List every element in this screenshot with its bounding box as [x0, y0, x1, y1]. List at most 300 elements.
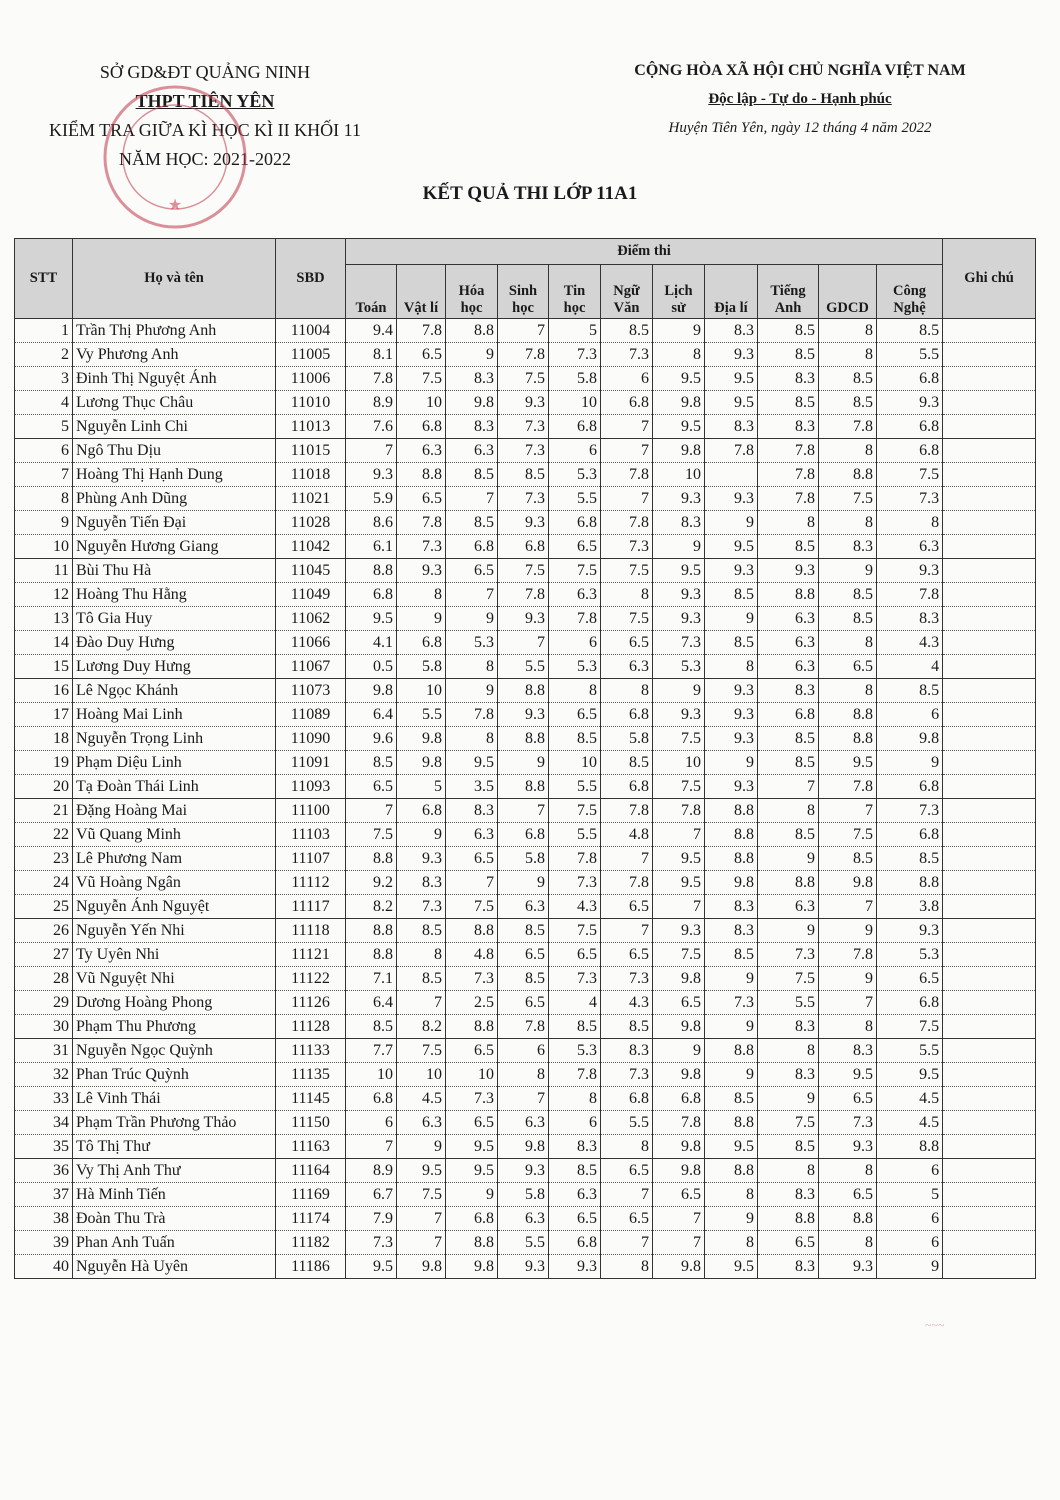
cell-score: 8.3 [446, 799, 498, 823]
cell-score: 6.5 [549, 1207, 601, 1231]
cell-sbd: 11145 [276, 1087, 346, 1111]
table-row [15, 631, 1036, 655]
cell-score: 9.3 [705, 727, 758, 751]
cell-score: 8.3 [705, 919, 758, 943]
table-row [15, 799, 1036, 823]
cell-score: 8.8 [446, 319, 498, 343]
cell-name: Lương Thục Châu [73, 391, 276, 415]
cell-score: 7.3 [705, 991, 758, 1015]
cell-score: 8.8 [877, 1135, 943, 1159]
cell-note [943, 1111, 1036, 1135]
cell-score: 6.7 [346, 1183, 397, 1207]
table-row [15, 943, 1036, 967]
cell-score: 8.5 [758, 751, 819, 775]
cell-score: 6.5 [758, 1231, 819, 1255]
document-title: KẾT QUẢ THI LỚP 11A1 [422, 183, 638, 204]
cell-sbd: 11090 [276, 727, 346, 751]
cell-stt: 2 [15, 343, 73, 367]
cell-score: 9.3 [877, 919, 943, 943]
cell-score: 6.8 [446, 535, 498, 559]
cell-score: 7 [601, 1183, 653, 1207]
cell-stt: 19 [15, 751, 73, 775]
header-subject-line: Ngữ [613, 283, 640, 299]
cell-score: 8 [877, 511, 943, 535]
cell-score: 9 [446, 1183, 498, 1207]
cell-score: 7.3 [498, 439, 549, 463]
cell-score: 9.3 [653, 703, 705, 727]
cell-score: 9.8 [653, 1159, 705, 1183]
cell-score: 8 [819, 1159, 877, 1183]
cell-stt: 13 [15, 607, 73, 631]
cell-score: 5.3 [549, 463, 601, 487]
cell-score: 9.8 [819, 871, 877, 895]
cell-score: 7.8 [819, 943, 877, 967]
cell-score: 7.8 [549, 1063, 601, 1087]
cell-sbd: 11182 [276, 1231, 346, 1255]
table-row [15, 1135, 1036, 1159]
cell-score: 7.5 [819, 487, 877, 511]
cell-score: 5.5 [549, 487, 601, 511]
cell-score: 10 [397, 679, 446, 703]
cell-score: 9.8 [653, 1255, 705, 1279]
cell-score: 7 [653, 823, 705, 847]
cell-score: 7.8 [705, 439, 758, 463]
cell-score: 7.8 [758, 439, 819, 463]
cell-name: Phạm Diệu Linh [73, 751, 276, 775]
table-row [15, 1039, 1036, 1063]
cell-score: 5.8 [601, 727, 653, 751]
cell-score: 7.3 [601, 343, 653, 367]
header-subject-line: sử [671, 300, 686, 316]
cell-score: 7.3 [346, 1231, 397, 1255]
department-name: SỞ GD&ĐT QUẢNG NINH [99, 62, 311, 82]
cell-note [943, 583, 1036, 607]
cell-score: 7.8 [549, 607, 601, 631]
cell-score: 9.5 [446, 751, 498, 775]
cell-sbd: 11004 [276, 319, 346, 343]
cell-score: 4.5 [877, 1087, 943, 1111]
cell-note [943, 871, 1036, 895]
cell-score: 8.2 [397, 1015, 446, 1039]
cell-score: 8.5 [819, 607, 877, 631]
cell-score: 8.8 [446, 1231, 498, 1255]
header-subject [758, 265, 819, 319]
cell-score: 9.8 [653, 967, 705, 991]
cell-score: 7 [758, 775, 819, 799]
cell-score: 8.1 [346, 343, 397, 367]
cell-score: 9.3 [498, 703, 549, 727]
cell-score: 4.3 [549, 895, 601, 919]
cell-score: 5.5 [877, 1039, 943, 1063]
cell-note [943, 511, 1036, 535]
cell-score: 7 [601, 487, 653, 511]
cell-score: 7.8 [819, 415, 877, 439]
cell-note [943, 1015, 1036, 1039]
cell-score: 7.5 [549, 799, 601, 823]
cell-name: Nguyễn Tiến Đại [73, 511, 276, 535]
cell-score: 9 [758, 919, 819, 943]
cell-sbd: 11133 [276, 1039, 346, 1063]
cell-score: 6 [877, 1231, 943, 1255]
school-year: NĂM HỌC: 2021-2022 [118, 149, 291, 169]
cell-score: 6.3 [498, 1207, 549, 1231]
cell-score: 8.6 [346, 511, 397, 535]
cell-score: 6.8 [877, 415, 943, 439]
cell-score: 8.8 [705, 847, 758, 871]
cell-score: 8.8 [346, 559, 397, 583]
cell-score: 7 [819, 895, 877, 919]
cell-score: 5.5 [549, 823, 601, 847]
cell-score: 7 [346, 439, 397, 463]
cell-score: 9 [705, 751, 758, 775]
header-subject [549, 265, 601, 319]
cell-score: 9.3 [705, 679, 758, 703]
table-row [15, 1015, 1036, 1039]
cell-score: 6.8 [397, 415, 446, 439]
cell-score: 8.5 [346, 1015, 397, 1039]
cell-score: 6.8 [653, 1087, 705, 1111]
cell-score: 6 [549, 1111, 601, 1135]
cell-note [943, 679, 1036, 703]
cell-note [943, 1087, 1036, 1111]
cell-sbd: 11066 [276, 631, 346, 655]
header-subject-line: Tin [563, 283, 586, 299]
cell-score: 6.5 [819, 1183, 877, 1207]
cell-sbd: 11045 [276, 559, 346, 583]
table-row [15, 919, 1036, 943]
cell-score: 7 [601, 415, 653, 439]
cell-score: 5.5 [758, 991, 819, 1015]
cell-stt: 21 [15, 799, 73, 823]
cell-sbd: 11103 [276, 823, 346, 847]
svg-text:★: ★ [167, 197, 183, 214]
cell-score: 8.3 [705, 895, 758, 919]
cell-name: Nguyễn Ngọc Quỳnh [73, 1039, 276, 1063]
cell-note [943, 1039, 1036, 1063]
cell-score: 6.8 [601, 703, 653, 727]
cell-name: Đinh Thị Nguyệt Ánh [73, 367, 276, 391]
cell-score: 7 [653, 1207, 705, 1231]
cell-score: 9.8 [705, 871, 758, 895]
header-subject-line: học [460, 300, 483, 316]
cell-score: 7.5 [601, 559, 653, 583]
header-subject-line: Toán [355, 300, 387, 316]
cell-score: 8.8 [446, 919, 498, 943]
cell-score: 9.3 [346, 463, 397, 487]
cell-score: 7.8 [758, 463, 819, 487]
header-subject [877, 265, 943, 319]
cell-score: 8.5 [819, 367, 877, 391]
cell-score: 8.9 [346, 1159, 397, 1183]
cell-stt: 31 [15, 1039, 73, 1063]
cell-score: 6.5 [446, 1111, 498, 1135]
cell-score: 8.8 [705, 1159, 758, 1183]
table-row [15, 391, 1036, 415]
cell-note [943, 607, 1036, 631]
cell-score: 9 [877, 1255, 943, 1279]
cell-score: 6.3 [758, 655, 819, 679]
cell-sbd: 11107 [276, 847, 346, 871]
cell-score: 7 [397, 1231, 446, 1255]
cell-score: 8 [601, 679, 653, 703]
cell-score: 7.5 [653, 775, 705, 799]
cell-name: Vy Thị Anh Thư [73, 1159, 276, 1183]
cell-score: 8 [819, 1015, 877, 1039]
cell-score: 7 [498, 319, 549, 343]
cell-score: 8 [819, 631, 877, 655]
cell-score: 9.3 [498, 1159, 549, 1183]
cell-score: 6.8 [498, 823, 549, 847]
cell-score: 6.3 [758, 607, 819, 631]
cell-score: 7.3 [446, 967, 498, 991]
cell-score: 6.5 [601, 895, 653, 919]
cell-score: 6.5 [549, 535, 601, 559]
cell-note [943, 1135, 1036, 1159]
cell-score: 9.5 [653, 559, 705, 583]
cell-score: 9.6 [346, 727, 397, 751]
cell-name: Vũ Quang Minh [73, 823, 276, 847]
cell-score: 9 [758, 847, 819, 871]
cell-score: 6.5 [819, 1087, 877, 1111]
cell-note [943, 535, 1036, 559]
cell-score: 5.8 [549, 367, 601, 391]
cell-score: 8 [498, 1063, 549, 1087]
cell-score: 8.8 [346, 919, 397, 943]
cell-score: 7 [498, 799, 549, 823]
cell-score: 7.5 [397, 1183, 446, 1207]
cell-score: 9 [653, 319, 705, 343]
cell-score: 6.5 [549, 943, 601, 967]
cell-score: 6.3 [397, 439, 446, 463]
cell-sbd: 11150 [276, 1111, 346, 1135]
table-row [15, 1087, 1036, 1111]
cell-name: Phạm Trần Phương Thảo [73, 1111, 276, 1135]
cell-sbd: 11128 [276, 1015, 346, 1039]
table-row [15, 559, 1036, 583]
cell-stt: 18 [15, 727, 73, 751]
cell-score: 3.8 [877, 895, 943, 919]
cell-score: 9 [446, 679, 498, 703]
table-row [15, 511, 1036, 535]
cell-score: 8.3 [758, 1255, 819, 1279]
cell-score: 7.8 [653, 1111, 705, 1135]
cell-score: 9.3 [705, 703, 758, 727]
cell-note [943, 943, 1036, 967]
cell-score: 8 [758, 1159, 819, 1183]
cell-score: 8.3 [705, 415, 758, 439]
cell-score: 9.3 [653, 487, 705, 511]
table-row [15, 1159, 1036, 1183]
cell-score: 6.5 [819, 655, 877, 679]
cell-score: 10 [549, 751, 601, 775]
cell-name: Nguyễn Yến Nhi [73, 919, 276, 943]
cell-score: 9.8 [877, 727, 943, 751]
cell-sbd: 11174 [276, 1207, 346, 1231]
header-subject-line: Công [893, 283, 927, 299]
cell-stt: 32 [15, 1063, 73, 1087]
cell-sbd: 11126 [276, 991, 346, 1015]
table-row [15, 679, 1036, 703]
cell-sbd: 11135 [276, 1063, 346, 1087]
cell-score: 5.8 [397, 655, 446, 679]
cell-name: Vy Phương Anh [73, 343, 276, 367]
cell-score: 9 [397, 1135, 446, 1159]
issue-date: Huyện Tiên Yên, ngày 12 tháng 4 năm 2022 [668, 120, 932, 136]
cell-stt: 22 [15, 823, 73, 847]
cell-score: 9.3 [653, 919, 705, 943]
cell-score: 6.8 [877, 991, 943, 1015]
cell-stt: 3 [15, 367, 73, 391]
cell-score: 9.8 [653, 1063, 705, 1087]
cell-score: 6 [601, 367, 653, 391]
cell-score: 7.8 [601, 799, 653, 823]
cell-score: 5.5 [397, 703, 446, 727]
cell-score: 8.5 [758, 1135, 819, 1159]
cell-score: 8.8 [758, 583, 819, 607]
cell-score: 8.3 [819, 1039, 877, 1063]
cell-score: 9.3 [397, 847, 446, 871]
cell-score: 7.8 [877, 583, 943, 607]
cell-score: 7 [346, 799, 397, 823]
cell-score: 9.8 [653, 1135, 705, 1159]
table-row [15, 751, 1036, 775]
cell-score: 7 [819, 799, 877, 823]
cell-stt: 26 [15, 919, 73, 943]
cell-score: 9.5 [705, 535, 758, 559]
cell-sbd: 11049 [276, 583, 346, 607]
cell-score: 8.8 [446, 1015, 498, 1039]
cell-score: 8.5 [601, 319, 653, 343]
header-subject [705, 265, 758, 319]
cell-score: 8.5 [819, 847, 877, 871]
header-subject [446, 265, 498, 319]
cell-score: 6 [877, 1159, 943, 1183]
table-row [15, 1183, 1036, 1207]
cell-name: Nguyễn Ánh Nguyệt [73, 895, 276, 919]
cell-score: 9.5 [346, 1255, 397, 1279]
school-name: THPT TIÊN YÊN [135, 91, 275, 111]
cell-score: 8.5 [758, 343, 819, 367]
cell-score: 4.3 [877, 631, 943, 655]
cell-score: 7.5 [397, 367, 446, 391]
cell-name: Ty Uyên Nhi [73, 943, 276, 967]
cell-score: 7.5 [397, 1039, 446, 1063]
cell-score: 7.3 [498, 415, 549, 439]
cell-score: 8.5 [498, 967, 549, 991]
cell-score: 8.8 [346, 943, 397, 967]
cell-score: 10 [653, 751, 705, 775]
cell-stt: 34 [15, 1111, 73, 1135]
cell-sbd: 11118 [276, 919, 346, 943]
cell-score: 9 [819, 559, 877, 583]
cell-score: 6.3 [397, 1111, 446, 1135]
cell-score: 8.5 [601, 1015, 653, 1039]
cell-stt: 36 [15, 1159, 73, 1183]
header-subject-line: Sinh [508, 283, 538, 299]
cell-score: 7.8 [653, 799, 705, 823]
cell-score: 5.5 [498, 1231, 549, 1255]
cell-score: 6.4 [346, 703, 397, 727]
cell-score: 9.3 [397, 559, 446, 583]
cell-score: 7.8 [549, 847, 601, 871]
cell-score: 9.3 [653, 607, 705, 631]
cell-name: Phạm Thu Phương [73, 1015, 276, 1039]
cell-score: 6.8 [877, 367, 943, 391]
cell-stt: 20 [15, 775, 73, 799]
cell-note [943, 919, 1036, 943]
cell-score: 7.3 [397, 535, 446, 559]
cell-stt: 14 [15, 631, 73, 655]
cell-score: 6.8 [877, 823, 943, 847]
cell-stt: 4 [15, 391, 73, 415]
cell-score: 8 [819, 1231, 877, 1255]
cell-score: 8.8 [819, 703, 877, 727]
cell-score: 8 [549, 1087, 601, 1111]
header-subject-line: Nghệ [893, 300, 926, 316]
cell-stt: 40 [15, 1255, 73, 1279]
cell-stt: 24 [15, 871, 73, 895]
cell-score: 9 [705, 1015, 758, 1039]
cell-score: 7.5 [653, 727, 705, 751]
table-row [15, 583, 1036, 607]
table-row [15, 871, 1036, 895]
cell-score: 7 [601, 847, 653, 871]
cell-score: 8.8 [498, 727, 549, 751]
cell-score: 6.5 [446, 1039, 498, 1063]
cell-score: 8.5 [705, 583, 758, 607]
cell-score: 9.5 [705, 367, 758, 391]
cell-sbd: 11013 [276, 415, 346, 439]
cell-score: 7.3 [877, 487, 943, 511]
cell-name: Lê Vinh Thái [73, 1087, 276, 1111]
cell-score: 9.8 [397, 1255, 446, 1279]
cell-score: 4.5 [397, 1087, 446, 1111]
cell-note [943, 1207, 1036, 1231]
cell-score: 7.5 [549, 559, 601, 583]
cell-note [943, 799, 1036, 823]
exam-name: KIỂM TRA GIỮA KÌ HỌC KÌ II KHỐI 11 [49, 120, 361, 140]
cell-note [943, 487, 1036, 511]
cell-note [943, 367, 1036, 391]
cell-score: 6 [549, 439, 601, 463]
cell-score [705, 463, 758, 487]
cell-stt: 16 [15, 679, 73, 703]
cell-score: 5 [397, 775, 446, 799]
cell-score: 8.5 [549, 727, 601, 751]
cell-score: 10 [397, 391, 446, 415]
header-sbd: SBD [276, 239, 346, 319]
cell-name: Nguyễn Hà Uyên [73, 1255, 276, 1279]
cell-score: 8.3 [601, 1039, 653, 1063]
cell-score: 7.3 [549, 871, 601, 895]
cell-score: 6.8 [549, 1231, 601, 1255]
cell-score: 5.3 [549, 655, 601, 679]
table-row [15, 775, 1036, 799]
cell-score: 7.3 [498, 487, 549, 511]
cell-score: 8.9 [346, 391, 397, 415]
cell-score: 10 [653, 463, 705, 487]
cell-stt: 35 [15, 1135, 73, 1159]
cell-score: 9.5 [653, 367, 705, 391]
cell-stt: 38 [15, 1207, 73, 1231]
header-subject [397, 265, 446, 319]
cell-score: 9.5 [819, 751, 877, 775]
cell-score: 8 [819, 343, 877, 367]
cell-score: 8.3 [397, 871, 446, 895]
cell-sbd: 11164 [276, 1159, 346, 1183]
cell-sbd: 11091 [276, 751, 346, 775]
cell-score: 9.4 [346, 319, 397, 343]
